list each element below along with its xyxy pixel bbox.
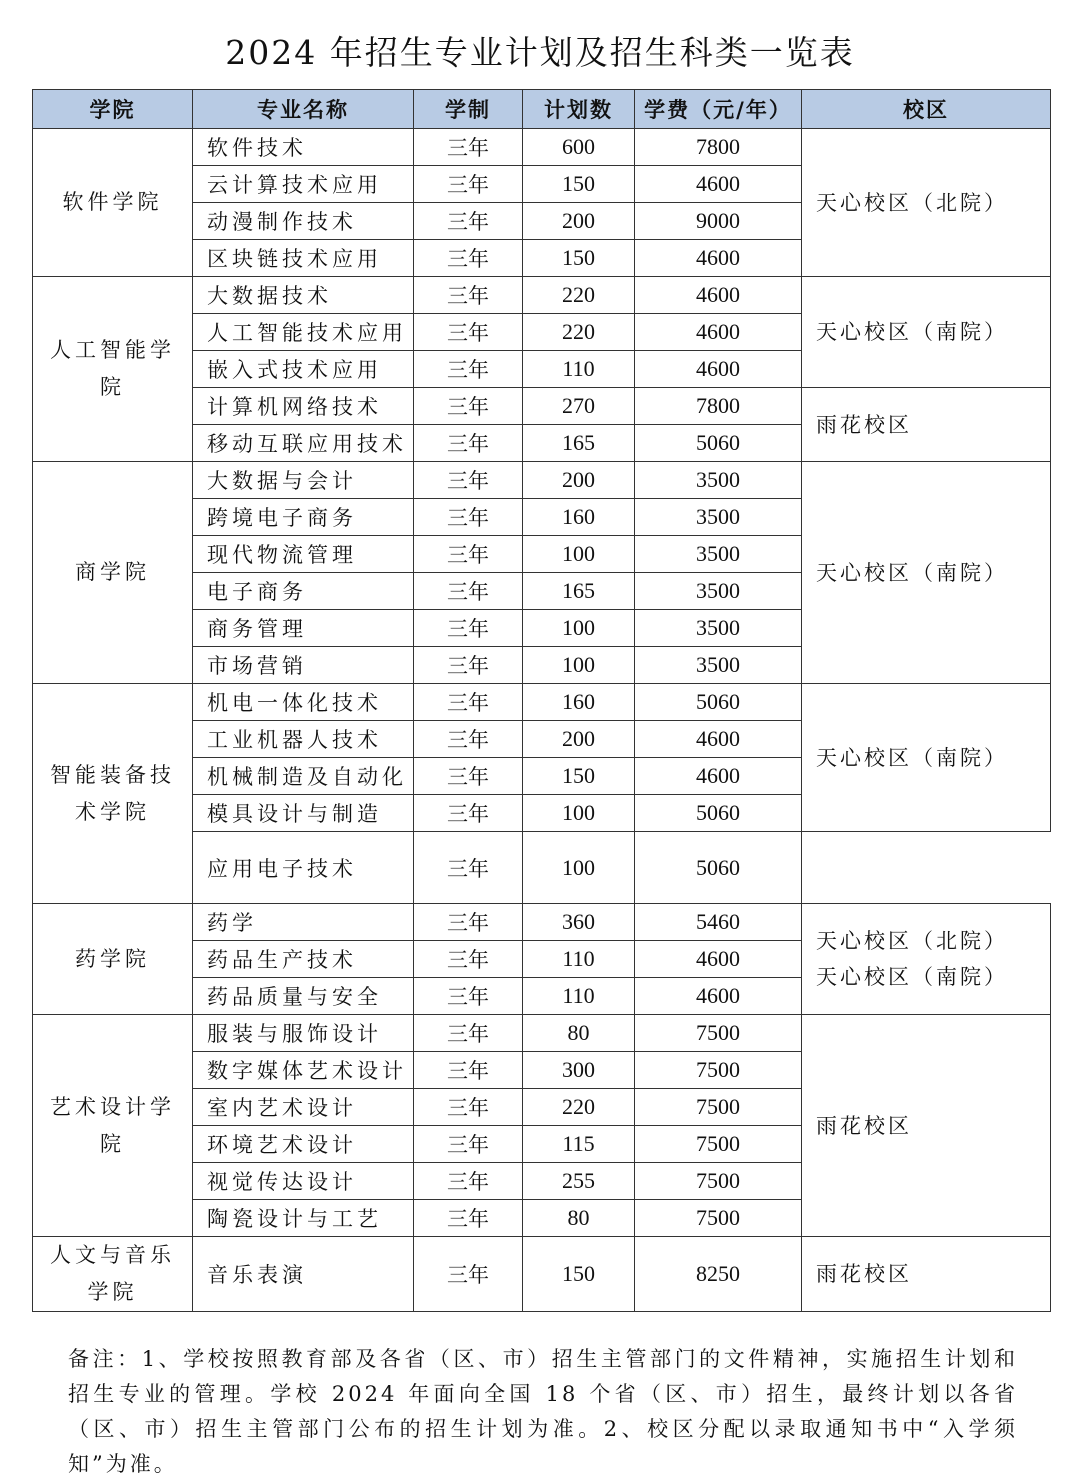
plan-cell: 270: [523, 388, 635, 425]
header-college: 学院: [33, 90, 193, 129]
duration-cell: 三年: [414, 425, 523, 462]
plan-cell: 100: [523, 536, 635, 573]
table-row: [33, 904, 1051, 941]
header-campus: 校区: [802, 90, 1051, 129]
college-cell: 商学院: [33, 462, 193, 684]
campus-cell: 天心校区（南院）: [802, 462, 1051, 684]
plan-cell: 100: [523, 647, 635, 684]
tuition-cell: 3500: [635, 462, 802, 499]
plan-cell: 165: [523, 425, 635, 462]
major-cell: 应用电子技术: [193, 832, 414, 904]
plan-cell: 100: [523, 610, 635, 647]
campus-cell: 天心校区（南院）: [802, 277, 1051, 388]
major-cell: 视觉传达设计: [193, 1163, 414, 1200]
tuition-cell: 3500: [635, 647, 802, 684]
duration-cell: 三年: [414, 758, 523, 795]
footnote: 备注：1、学校按照教育部及各省（区、市）招生主管部门的文件精神，实施招生计划和招生专业的管理。学校 2024 年面向全国 18 个省（区、市）招生，最终计划以各省（区、市）招生主管部门公布的招生计划为准。2、校区分配以录取通知书中“入学须知”为准。: [68, 1347, 1018, 1476]
plan-cell: 100: [523, 832, 635, 904]
duration-cell: 三年: [414, 314, 523, 351]
plan-cell: 300: [523, 1052, 635, 1089]
plan-cell: 110: [523, 351, 635, 388]
tuition-cell: 7500: [635, 1089, 802, 1126]
plan-cell: 255: [523, 1163, 635, 1200]
tuition-cell: 5460: [635, 904, 802, 941]
plan-cell: 160: [523, 684, 635, 721]
tuition-cell: 8250: [635, 1237, 802, 1312]
campus-cell: [802, 904, 1051, 1015]
major-cell: 移动互联应用技术: [193, 425, 414, 462]
major-cell: 环境艺术设计: [193, 1126, 414, 1163]
duration-cell: 三年: [414, 832, 523, 904]
major-cell: 云计算技术应用: [193, 166, 414, 203]
major-cell: 数字媒体艺术设计: [193, 1052, 414, 1089]
plan-cell: 80: [523, 1200, 635, 1237]
major-cell: 药品生产技术: [193, 941, 414, 978]
major-cell: 人工智能技术应用: [193, 314, 414, 351]
header-tuition: 学费（元/年）: [635, 90, 802, 129]
major-cell: 计算机网络技术: [193, 388, 414, 425]
tuition-cell: 4600: [635, 758, 802, 795]
header-major: 专业名称: [193, 90, 414, 129]
duration-cell: 三年: [414, 129, 523, 166]
tuition-cell: 5060: [635, 795, 802, 832]
plan-cell: 600: [523, 129, 635, 166]
duration-cell: 三年: [414, 1163, 523, 1200]
tuition-cell: 3500: [635, 573, 802, 610]
duration-cell: 三年: [414, 499, 523, 536]
duration-cell: 三年: [414, 1015, 523, 1052]
enrollment-table: [32, 89, 1051, 1312]
plan-cell: 200: [523, 203, 635, 240]
major-cell: 大数据与会计: [193, 462, 414, 499]
duration-cell: 三年: [414, 1052, 523, 1089]
table-row: [33, 129, 1051, 166]
duration-cell: 三年: [414, 1126, 523, 1163]
duration-cell: 三年: [414, 573, 523, 610]
plan-cell: 160: [523, 499, 635, 536]
table-header-row: [33, 90, 1051, 129]
college-cell: 药学院: [33, 904, 193, 1015]
tuition-cell: 7500: [635, 1200, 802, 1237]
tuition-cell: 3500: [635, 499, 802, 536]
tuition-cell: 7800: [635, 388, 802, 425]
page-title: 2024 年招生专业计划及招生科类一览表: [225, 33, 855, 72]
major-cell: 嵌入式技术应用: [193, 351, 414, 388]
duration-cell: 三年: [414, 1237, 523, 1312]
plan-cell: 115: [523, 1126, 635, 1163]
tuition-cell: 7500: [635, 1163, 802, 1200]
table-row: [33, 684, 1051, 721]
plan-cell: 165: [523, 573, 635, 610]
duration-cell: 三年: [414, 721, 523, 758]
major-cell: 室内艺术设计: [193, 1089, 414, 1126]
table-row: [33, 462, 1051, 499]
tuition-cell: 4600: [635, 941, 802, 978]
duration-cell: 三年: [414, 462, 523, 499]
tuition-cell: 4600: [635, 166, 802, 203]
tuition-cell: 7800: [635, 129, 802, 166]
plan-cell: 200: [523, 721, 635, 758]
plan-cell: 100: [523, 795, 635, 832]
duration-cell: 三年: [414, 795, 523, 832]
major-cell: 大数据技术: [193, 277, 414, 314]
duration-cell: 三年: [414, 1200, 523, 1237]
plan-cell: 220: [523, 277, 635, 314]
college-cell: 软件学院: [33, 129, 193, 277]
tuition-cell: 4600: [635, 240, 802, 277]
tuition-cell: 5060: [635, 425, 802, 462]
major-cell: 电子商务: [193, 573, 414, 610]
duration-cell: 三年: [414, 978, 523, 1015]
major-cell: 药学: [193, 904, 414, 941]
duration-cell: 三年: [414, 610, 523, 647]
duration-cell: 三年: [414, 684, 523, 721]
tuition-cell: 3500: [635, 610, 802, 647]
plan-cell: 110: [523, 941, 635, 978]
tuition-cell: 7500: [635, 1126, 802, 1163]
plan-cell: 220: [523, 314, 635, 351]
plan-cell: 150: [523, 758, 635, 795]
duration-cell: 三年: [414, 941, 523, 978]
tuition-cell: 9000: [635, 203, 802, 240]
plan-cell: 150: [523, 1237, 635, 1312]
plan-cell: 150: [523, 240, 635, 277]
major-cell: 机电一体化技术: [193, 684, 414, 721]
table-row: [33, 1015, 1051, 1052]
duration-cell: 三年: [414, 277, 523, 314]
major-cell: 机械制造及自动化: [193, 758, 414, 795]
major-cell: 软件技术: [193, 129, 414, 166]
tuition-cell: 7500: [635, 1015, 802, 1052]
duration-cell: 三年: [414, 647, 523, 684]
duration-cell: 三年: [414, 536, 523, 573]
campus-cell: 天心校区（北院）: [802, 129, 1051, 277]
plan-cell: 220: [523, 1089, 635, 1126]
tuition-cell: 5060: [635, 832, 802, 904]
major-cell: 动漫制作技术: [193, 203, 414, 240]
campus-line: 天心校区（南院）: [816, 965, 1008, 989]
tuition-cell: 5060: [635, 684, 802, 721]
tuition-cell: 4600: [635, 314, 802, 351]
major-cell: 现代物流管理: [193, 536, 414, 573]
tuition-cell: 3500: [635, 536, 802, 573]
plan-cell: 110: [523, 978, 635, 1015]
tuition-cell: 4600: [635, 978, 802, 1015]
duration-cell: 三年: [414, 203, 523, 240]
campus-line: 天心校区（北院）: [816, 929, 1008, 953]
college-cell: 智能装备技术学院: [33, 684, 193, 904]
tuition-cell: 4600: [635, 351, 802, 388]
plan-cell: 200: [523, 462, 635, 499]
major-cell: 模具设计与制造: [193, 795, 414, 832]
table-row: [33, 277, 1051, 314]
tuition-cell: 4600: [635, 721, 802, 758]
major-cell: 跨境电子商务: [193, 499, 414, 536]
duration-cell: 三年: [414, 1089, 523, 1126]
tuition-cell: 7500: [635, 1052, 802, 1089]
duration-cell: 三年: [414, 240, 523, 277]
major-cell: 工业机器人技术: [193, 721, 414, 758]
campus-cell: 天心校区（南院）: [802, 684, 1051, 832]
plan-cell: 360: [523, 904, 635, 941]
header-plan: 计划数: [523, 90, 635, 129]
major-cell: 陶瓷设计与工艺: [193, 1200, 414, 1237]
duration-cell: 三年: [414, 904, 523, 941]
major-cell: 区块链技术应用: [193, 240, 414, 277]
major-cell: 音乐表演: [193, 1237, 414, 1312]
campus-cell: 雨花校区: [802, 388, 1051, 462]
college-cell: 人文与音乐学院: [33, 1237, 193, 1312]
tuition-cell: 4600: [635, 277, 802, 314]
college-cell: 人工智能学院: [33, 277, 193, 462]
duration-cell: 三年: [414, 351, 523, 388]
major-cell: 服装与服饰设计: [193, 1015, 414, 1052]
college-cell: 艺术设计学院: [33, 1015, 193, 1237]
plan-cell: 80: [523, 1015, 635, 1052]
duration-cell: 三年: [414, 166, 523, 203]
major-cell: 市场营销: [193, 647, 414, 684]
table-row: [33, 1237, 1051, 1312]
campus-cell: 雨花校区: [802, 1015, 1051, 1237]
campus-cell: 雨花校区: [802, 1237, 1051, 1312]
duration-cell: 三年: [414, 388, 523, 425]
major-cell: 药品质量与安全: [193, 978, 414, 1015]
major-cell: 商务管理: [193, 610, 414, 647]
header-duration: 学制: [414, 90, 523, 129]
plan-cell: 150: [523, 166, 635, 203]
